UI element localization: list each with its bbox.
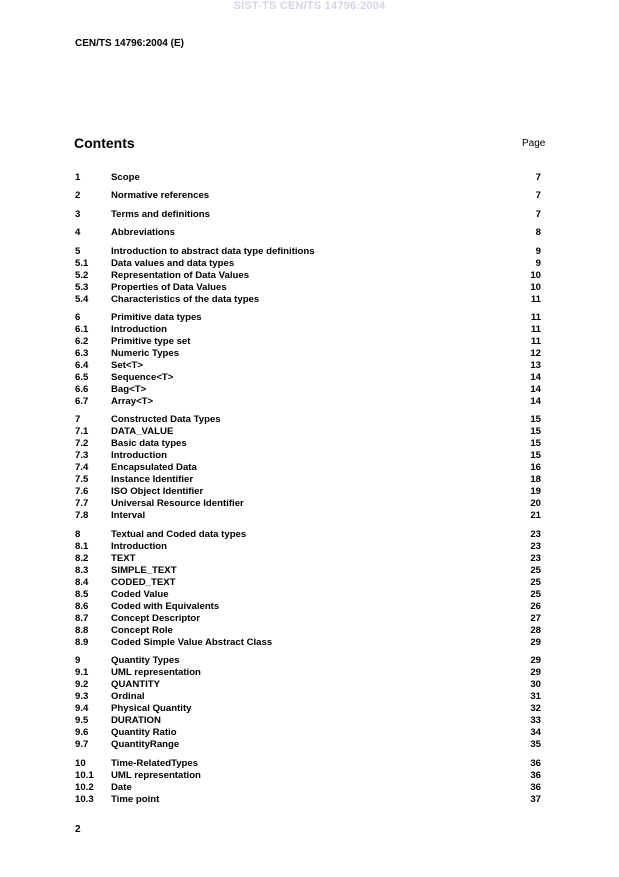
- toc-entry-title: Concept Role: [111, 624, 173, 636]
- toc-entry-page: 32: [530, 703, 541, 715]
- toc-entry[interactable]: [75, 294, 545, 306]
- toc-entry-page: 36: [530, 781, 541, 793]
- toc-entry-number: 9.4: [75, 703, 89, 715]
- toc-entry[interactable]: [75, 625, 545, 637]
- toc-entry-page: 23: [530, 528, 541, 540]
- toc-entry[interactable]: [75, 553, 545, 565]
- toc-entry-number: 5.1: [75, 257, 89, 269]
- toc-entry-page: 36: [530, 769, 541, 781]
- toc-entry-page: 9: [535, 257, 541, 269]
- toc-entry[interactable]: [75, 438, 545, 450]
- toc-entry[interactable]: [75, 589, 545, 601]
- toc-entry-title: Interval: [111, 510, 146, 522]
- watermark: SIST-TS CEN/TS 14796:2004: [233, 0, 386, 12]
- toc-entry-number: 7.2: [75, 438, 89, 450]
- toc-entry-page: 25: [530, 588, 541, 600]
- toc-entry-page: 13: [530, 359, 541, 371]
- toc-entry[interactable]: [75, 246, 545, 258]
- toc-entry-number: 9.5: [75, 715, 89, 727]
- toc-section-group: [75, 190, 545, 202]
- toc-entry[interactable]: [75, 577, 545, 589]
- toc-entry-page: 26: [530, 600, 541, 612]
- toc-entry-title: Bag<T>: [111, 383, 147, 395]
- toc-entry-page: 25: [530, 564, 541, 576]
- toc-entry-number: 10.3: [75, 793, 94, 805]
- toc-entry-number: 9.2: [75, 679, 89, 691]
- toc-entry[interactable]: [75, 655, 545, 667]
- toc-entry-title: Universal Resource Identifier: [111, 498, 244, 510]
- toc-entry-title: Coded with Equivalents: [111, 600, 220, 612]
- toc-entry-number: 6.5: [75, 371, 89, 383]
- toc-entry-page: 27: [530, 612, 541, 624]
- toc-entry-page: 8: [535, 227, 541, 239]
- toc-section-group: [75, 414, 545, 522]
- toc-entry-page: 15: [530, 414, 541, 426]
- toc-entry-number: 1: [75, 172, 81, 183]
- toc-entry-page: 36: [530, 757, 541, 769]
- toc-entry-page: 7: [535, 190, 541, 202]
- toc-section-group: [75, 227, 545, 239]
- toc-entry-title: Terms and definitions: [111, 208, 210, 220]
- toc-entry[interactable]: [75, 414, 545, 426]
- toc-entry-page: 30: [530, 679, 541, 691]
- toc-entry-page: 10: [530, 269, 541, 281]
- toc-entry-page: 15: [530, 438, 541, 450]
- toc-entry-page: 20: [530, 498, 541, 510]
- toc-entry-page: 16: [530, 462, 541, 474]
- toc-entry-number: 9.1: [75, 667, 89, 679]
- toc-entry-title: Array<T>: [111, 395, 154, 407]
- toc-entry-title: Date: [111, 781, 132, 793]
- toc-entry-title: Instance Identifier: [111, 474, 194, 486]
- toc-entry-title: Primitive type set: [111, 335, 191, 347]
- toc-entry-number: 8: [75, 528, 81, 540]
- toc-entry-title: Encapsulated Data: [111, 462, 197, 474]
- toc-entry-number: 9: [75, 655, 81, 667]
- toc-entry[interactable]: [75, 450, 545, 462]
- toc-entry-title: Set<T>: [111, 359, 143, 371]
- toc-entry-title: Textual and Coded data types: [111, 528, 247, 540]
- toc-entry-title: Normative references: [111, 190, 210, 202]
- toc-entry-number: 7.4: [75, 462, 89, 474]
- toc-entry-title: Coded Simple Value Abstract Class: [111, 636, 273, 648]
- toc-entry-number: 2: [75, 190, 81, 202]
- toc-entry-title: Characteristics of the data types: [111, 293, 260, 305]
- toc-entry-title: Data values and data types: [111, 257, 235, 269]
- toc-entry-title: Properties of Data Values: [111, 281, 227, 293]
- toc-entry-title: Concept Descriptor: [111, 612, 201, 624]
- toc-entry-title: Time point: [111, 793, 160, 805]
- toc-entry[interactable]: [75, 715, 545, 727]
- toc-entry-number: 3: [75, 208, 81, 220]
- toc-entry-number: 8.6: [75, 600, 89, 612]
- toc-entry-number: 5.4: [75, 293, 89, 305]
- toc-entry-number: 10: [75, 757, 86, 769]
- toc-entry-title: Scope: [111, 172, 140, 183]
- toc-entry-number: 7.1: [75, 426, 89, 438]
- toc-entry[interactable]: [75, 426, 545, 438]
- toc-entry-title: Introduction to abstract data type definitions: [111, 245, 315, 257]
- toc-entry-number: 8.7: [75, 612, 89, 624]
- toc-entry-page: 29: [530, 655, 541, 667]
- toc-entry-number: 6.3: [75, 347, 89, 359]
- toc-section-group: [75, 312, 545, 408]
- toc-entry-page: 29: [530, 667, 541, 679]
- toc-entry-number: 7.6: [75, 486, 89, 498]
- toc-entry-page: 12: [530, 347, 541, 359]
- toc-entry[interactable]: [75, 529, 545, 541]
- toc-entry-page: 31: [530, 691, 541, 703]
- toc-entry-title: UML representation: [111, 769, 201, 781]
- toc-entry-title: UML representation: [111, 667, 201, 679]
- toc-entry-number: 5.3: [75, 281, 89, 293]
- toc-entry-page: 28: [530, 624, 541, 636]
- page-column-label: Page: [522, 138, 546, 149]
- toc-entry[interactable]: [75, 739, 545, 751]
- toc-entry-page: 23: [530, 552, 541, 564]
- toc-entry-title: Basic data types: [111, 438, 187, 450]
- toc-entry-page: 19: [530, 486, 541, 498]
- toc-entry-number: 6: [75, 311, 81, 323]
- toc-entry[interactable]: [75, 758, 545, 770]
- toc-entry-title: QuantityRange: [111, 739, 180, 751]
- toc-entry-number: 8.3: [75, 564, 89, 576]
- toc-entry-title: DURATION: [111, 715, 161, 727]
- toc-entry-number: 9.7: [75, 739, 89, 751]
- toc-entry-number: 6.4: [75, 359, 89, 371]
- toc-entry[interactable]: [75, 601, 545, 613]
- contents-heading: Contents: [74, 135, 135, 151]
- toc-entry-page: 10: [530, 281, 541, 293]
- toc-entry-title: Quantity Ratio: [111, 727, 177, 739]
- toc-entry-page: 9: [535, 245, 541, 257]
- toc-entry-page: 34: [530, 727, 541, 739]
- toc-entry-number: 10.1: [75, 769, 94, 781]
- page-number: 2: [75, 824, 81, 835]
- toc-entry[interactable]: [75, 209, 545, 221]
- toc-entry-title: ISO Object Identifier: [111, 486, 204, 498]
- toc-entry[interactable]: [75, 324, 545, 336]
- toc-entry-page: 14: [530, 383, 541, 395]
- toc-entry[interactable]: [75, 637, 545, 649]
- toc-entry-number: 8.8: [75, 624, 89, 636]
- toc-entry[interactable]: [75, 679, 545, 691]
- toc-entry[interactable]: [75, 498, 545, 510]
- toc-entry-number: 6.7: [75, 395, 89, 407]
- toc-entry[interactable]: [75, 312, 545, 324]
- toc-entry[interactable]: [75, 360, 545, 372]
- toc-entry-number: 5.2: [75, 269, 89, 281]
- toc-entry-title: SIMPLE_TEXT: [111, 564, 177, 576]
- toc-entry-title: CODED_TEXT: [111, 576, 176, 588]
- toc-entry-title: Introduction: [111, 540, 167, 552]
- toc-entry[interactable]: [75, 396, 545, 408]
- toc-entry[interactable]: [75, 282, 545, 294]
- toc-entry-page: 15: [530, 426, 541, 438]
- toc-entry[interactable]: [75, 782, 545, 794]
- toc-entry-page: 35: [530, 739, 541, 751]
- toc-entry-number: 9.3: [75, 691, 89, 703]
- toc-entry-title: DATA_VALUE: [111, 426, 174, 438]
- toc-entry[interactable]: [75, 336, 545, 348]
- toc-entry[interactable]: [75, 227, 545, 239]
- toc-entry-number: 8.1: [75, 540, 89, 552]
- toc-entry-page: 7: [535, 208, 541, 220]
- toc-entry-page: 7: [535, 172, 541, 183]
- toc-entry-title: Quantity Types: [111, 655, 180, 667]
- toc-entry-page: 21: [530, 510, 541, 522]
- toc-entry-page: 29: [530, 636, 541, 648]
- toc-entry-number: 10.2: [75, 781, 94, 793]
- toc-entry-number: 8.9: [75, 636, 89, 648]
- toc-entry[interactable]: [75, 474, 545, 486]
- toc-entry-page: 11: [530, 335, 541, 347]
- toc-entry-number: 8.5: [75, 588, 89, 600]
- toc-entry[interactable]: [75, 794, 545, 806]
- toc-entry-title: Ordinal: [111, 691, 145, 703]
- toc-section-group: [75, 209, 545, 221]
- toc-entry-number: 6.1: [75, 323, 89, 335]
- toc-entry[interactable]: [75, 190, 545, 202]
- toc-entry[interactable]: [75, 462, 545, 474]
- toc-entry-page: 11: [530, 293, 541, 305]
- toc-entry-title: Representation of Data Values: [111, 269, 250, 281]
- toc-entry-number: 8.4: [75, 576, 89, 588]
- toc-entry-number: 7.5: [75, 474, 89, 486]
- toc-entry[interactable]: [75, 541, 545, 553]
- toc-entry-page: 18: [530, 474, 541, 486]
- toc-entry-number: 7.7: [75, 498, 89, 510]
- toc-entry[interactable]: [75, 384, 545, 396]
- toc-entry-page: 14: [530, 371, 541, 383]
- toc-entry[interactable]: [75, 667, 545, 679]
- toc-entry[interactable]: [75, 258, 545, 270]
- toc-entry-number: 9.6: [75, 727, 89, 739]
- toc-entry-title: Introduction: [111, 450, 167, 462]
- toc-entry-title: Abbreviations: [111, 227, 175, 239]
- toc-entry-title: Physical Quantity: [111, 703, 192, 715]
- toc-entry-page: 11: [530, 323, 541, 335]
- toc-entry-page: 14: [530, 395, 541, 407]
- toc-entry-title: QUANTITY: [111, 679, 161, 691]
- toc-entry[interactable]: [75, 510, 545, 522]
- toc-entry-number: 6.6: [75, 383, 89, 395]
- toc-entry[interactable]: [75, 703, 545, 715]
- toc-section-group: [75, 246, 545, 306]
- toc-entry-page: 25: [530, 576, 541, 588]
- toc-entry-title: TEXT: [111, 552, 136, 564]
- toc-entry-title: Constructed Data Types: [111, 414, 221, 426]
- toc-entry[interactable]: [75, 770, 545, 782]
- toc-entry-page: 11: [530, 311, 541, 323]
- toc-entry-title: Time-RelatedTypes: [111, 757, 199, 769]
- toc-entry-number: 8.2: [75, 552, 89, 564]
- toc-entry-title: Primitive data types: [111, 311, 202, 323]
- toc-entry-title: Introduction: [111, 323, 167, 335]
- toc-entry-number: 7.8: [75, 510, 89, 522]
- toc-entry-page: 15: [530, 450, 541, 462]
- toc-section-group: [75, 655, 545, 751]
- toc-entry-number: 4: [75, 227, 81, 239]
- toc-entry[interactable]: [75, 613, 545, 625]
- toc-entry[interactable]: [75, 348, 545, 360]
- toc-entry-number: 6.2: [75, 335, 89, 347]
- table-of-contents: [75, 172, 545, 812]
- toc-entry[interactable]: [75, 691, 545, 703]
- toc-entry-number: 7: [75, 414, 81, 426]
- toc-entry-page: 33: [530, 715, 541, 727]
- toc-entry-page: 37: [530, 793, 541, 805]
- toc-entry[interactable]: [75, 270, 545, 282]
- toc-entry-title: Sequence<T>: [111, 371, 174, 383]
- toc-section-group: [75, 172, 545, 184]
- toc-entry[interactable]: [75, 172, 545, 184]
- toc-entry-title: Numeric Types: [111, 347, 180, 359]
- toc-section-group: [75, 758, 545, 806]
- toc-entry[interactable]: [75, 565, 545, 577]
- toc-entry[interactable]: [75, 372, 545, 384]
- toc-entry-title: Coded Value: [111, 588, 169, 600]
- toc-entry[interactable]: [75, 486, 545, 498]
- toc-entry-number: 7.3: [75, 450, 89, 462]
- toc-entry-page: 23: [530, 540, 541, 552]
- toc-section-group: [75, 529, 545, 649]
- toc-entry-number: 5: [75, 245, 81, 257]
- toc-entry[interactable]: [75, 727, 545, 739]
- document-id-header: CEN/TS 14796:2004 (E): [75, 38, 184, 49]
